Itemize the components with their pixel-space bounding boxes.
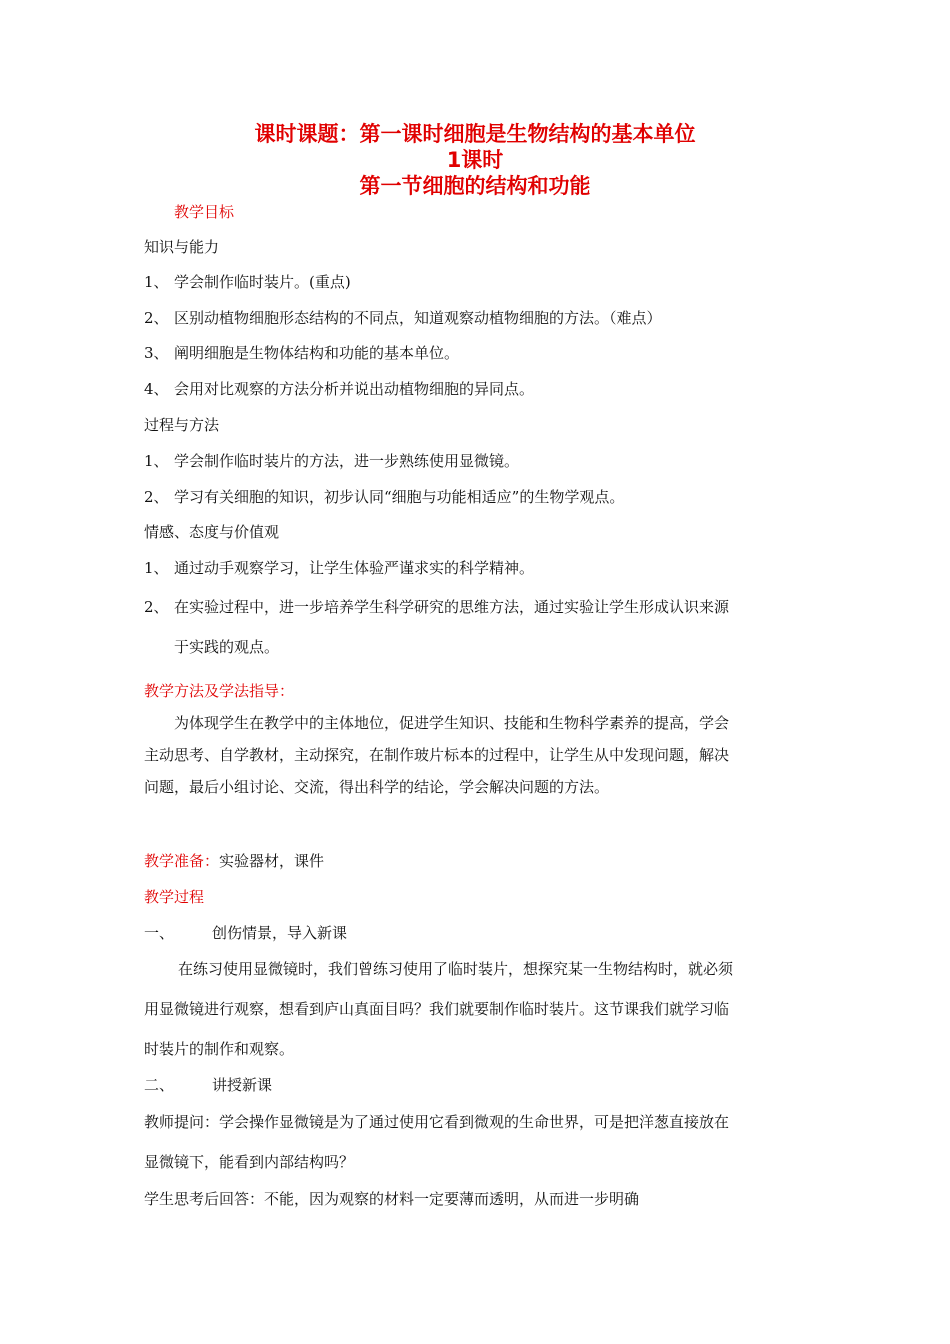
knowledge-item <box>144 308 662 328</box>
lesson-period: 1课时 <box>446 148 504 172</box>
methods-paragraph-line: 问题，最后小组讨论、交流，得出科学的结论，学会解决问题的方法。 <box>144 778 610 796</box>
objectives-heading: 教学目标 <box>174 203 235 221</box>
process-item <box>144 451 519 471</box>
part-number: 二、 <box>144 1076 175 1094</box>
item-text: 学会制作临时装片。(重点) <box>174 273 351 291</box>
section-title: 第一节细胞的结构和功能 <box>359 174 591 198</box>
knowledge-item <box>144 379 534 399</box>
body-line: 用显微镜进行观察，想看到庐山真面目吗？我们就要制作临时装片。这节课我们就学习临 <box>144 1000 730 1018</box>
item-text: 学习有关细胞的知识，初步认同“细胞与功能相适应”的生物学观点。 <box>174 488 625 506</box>
item-number: 1、 <box>144 559 169 577</box>
item-text: 区别动植物细胞形态结构的不同点，知道观察动植物细胞的方法。（难点） <box>174 309 662 327</box>
item-number: 1、 <box>144 273 169 291</box>
part-title: 讲授新课 <box>212 1076 273 1094</box>
item-text: 学会制作临时装片的方法，进一步熟练使用显微镜。 <box>174 452 520 470</box>
item-number: 3、 <box>144 344 169 362</box>
item-number: 4、 <box>144 380 169 398</box>
teacher-question-line: 显微镜下，能看到内部结构吗？ <box>144 1153 355 1171</box>
part-heading <box>144 1075 272 1095</box>
knowledge-item <box>144 343 459 363</box>
methods-heading: 教学方法及学法指导： <box>144 682 295 700</box>
process-item <box>144 487 624 507</box>
item-text: 通过动手观察学习，让学生体验严谨求实的科学精神。 <box>174 559 535 577</box>
body-line: 时装片的制作和观察。 <box>144 1040 295 1058</box>
preparation-line <box>144 851 324 871</box>
methods-paragraph-line: 主动思考、自学教材，主动探究，在制作玻片标本的过程中，让学生从中发现问题，解决 <box>144 746 730 764</box>
part-heading <box>144 923 347 943</box>
process-heading: 过程与方法 <box>144 416 220 434</box>
emotion-item <box>144 558 534 578</box>
methods-paragraph-line: 为体现学生在教学中的主体地位，促进学生知识、技能和生物科学素养的提高，学会 <box>174 714 730 732</box>
emotion-item <box>144 597 729 617</box>
process-section-heading: 教学过程 <box>144 888 205 906</box>
item-number: 1、 <box>144 452 169 470</box>
item-text: 在实验过程中，进一步培养学生科学研究的思维方法，通过实验让学生形成认识来源 <box>174 598 730 616</box>
item-number: 2、 <box>144 598 169 616</box>
item-number: 2、 <box>144 488 169 506</box>
knowledge-item <box>144 272 351 292</box>
lesson-title: 课时课题：第一课时细胞是生物结构的基本单位 <box>254 122 696 146</box>
emotion-item-continuation: 于实践的观点。 <box>174 638 280 656</box>
item-text: 会用对比观察的方法分析并说出动植物细胞的异同点。 <box>174 380 535 398</box>
preparation-text: 实验器材，课件 <box>219 852 325 870</box>
body-line: 在练习使用显微镜时，我们曾练习使用了临时装片，想探究某一生物结构时，就必须 <box>178 960 734 978</box>
preparation-heading: 教学准备： <box>144 852 220 870</box>
knowledge-heading: 知识与能力 <box>144 238 220 256</box>
student-answer-line: 学生思考后回答：不能，因为观察的材料一定要薄而透明，从而进一步明确 <box>144 1190 640 1208</box>
part-number: 一、 <box>144 924 175 942</box>
item-text: 阐明细胞是生物体结构和功能的基本单位。 <box>174 344 460 362</box>
part-title: 创伤情景，导入新课 <box>212 924 348 942</box>
item-number: 2、 <box>144 309 169 327</box>
emotion-heading: 情感、态度与价值观 <box>144 523 280 541</box>
teacher-question-line: 教师提问：学会操作显微镜是为了通过使用它看到微观的生命世界，可是把洋葱直接放在 <box>144 1113 730 1131</box>
